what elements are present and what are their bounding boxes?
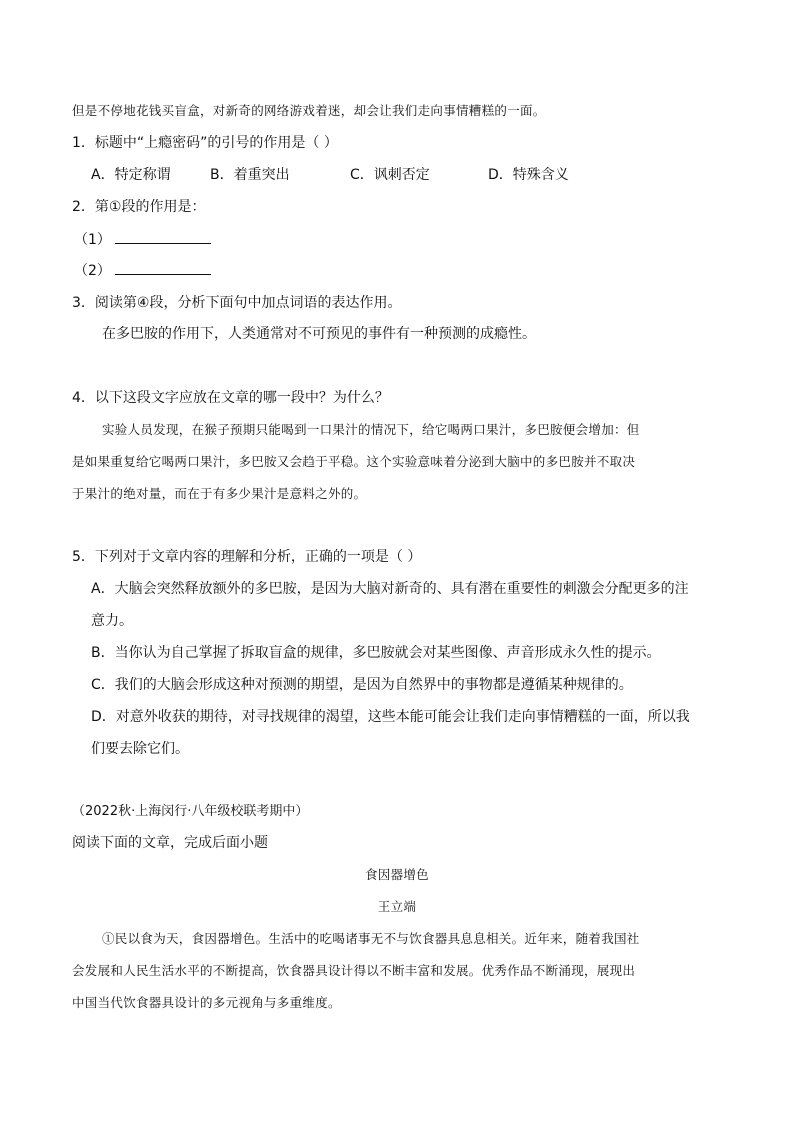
q1-option-d: D．特殊含义 <box>488 167 569 183</box>
question-2: 2．第①段的作用是： <box>72 199 206 215</box>
source-line: （2022秋·上海闵行·八年级校联考期中） <box>72 804 309 819</box>
answer-blank-2[interactable] <box>115 262 211 275</box>
q5-option-a: A．大脑会突然释放额外的多巴胺，是因为大脑对新奇的、具有潜在重要性的刺激会分配更多的注 <box>91 581 689 597</box>
q5-option-a-cont: 意力。 <box>91 613 133 629</box>
article-para1-line-2: 会发展和人民生活水平的不断提高，饮食器具设计得以不断丰富和发展。优秀作品不断涌现，展现出 <box>72 963 636 978</box>
question-1: 1．标题中“上瘾密码”的引号的作用是（ ） <box>72 135 338 151</box>
q1-option-a: A．特定称谓 <box>91 167 171 183</box>
article-title: 食因器增色 <box>364 867 429 882</box>
q1-option-c: C．讽刺否定 <box>350 167 430 183</box>
q2-answer-1 <box>74 231 211 249</box>
article-para1-line-1: ①民以食为天，食因器增色。生活中的吃喝诸事无不与饮食器具息息相关。近年来，随着我国社 <box>102 931 640 946</box>
answer-blank-1[interactable] <box>115 231 211 244</box>
q2-answer-2-label: （2） <box>74 263 111 279</box>
q1-option-b: B．着重突出 <box>210 167 290 183</box>
question-3: 3．阅读第④段，分析下面句中加点词语的表达作用。 <box>72 295 402 311</box>
q5-option-c: C．我们的大脑会形成这种对预测的期望，是因为自然界中的事物都是遵循某种规律的。 <box>91 677 633 693</box>
article-para1-line-3: 中国当代饮食器具设计的多元视角与多重维度。 <box>72 995 341 1010</box>
question-4: 4．以下这段文字应放在文章的哪一段中？为什么？ <box>72 390 389 406</box>
q3-sentence: 在多巴胺的作用下，人类通常对不可预见的事件有一种预测的成瘾性。 <box>102 326 536 342</box>
q2-answer-2 <box>74 262 211 280</box>
intro-end-line: 但是不停地花钱买盲盒，对新奇的网络游戏着迷，却会让我们走向事情糟糕的一面。 <box>72 103 546 118</box>
q4-passage-line-3: 于果汁的绝对量，而在于有多少果汁是意料之外的。 <box>72 486 367 501</box>
instruction-line: 阅读下面的文章，完成后面小题 <box>72 835 268 851</box>
q5-option-d: D．对意外收获的期待，对寻找规律的渴望，这些本能可能会让我们走向事情糟糕的一面，所以我 <box>91 709 690 725</box>
question-5: 5．下列对于文章内容的理解和分析，正确的一项是（ ） <box>72 549 422 565</box>
q4-passage-line-1: 实验人员发现，在猴子预期只能喝到一口果汁的情况下，给它喝两口果汁，多巴胺便会增加：但 <box>102 422 640 437</box>
q5-option-b: B．当你认为自己掌握了拆取盲盒的规律，多巴胺就会对某些图像、声音形成永久性的提示。 <box>91 645 661 661</box>
q2-answer-1-label: （1） <box>74 232 111 248</box>
article-author: 王立端 <box>377 899 417 914</box>
q5-option-d-cont: 们要去除它们。 <box>91 741 189 757</box>
q4-passage-line-2: 是如果重复给它喝两口果汁，多巴胺又会趋于平稳。这个实验意味着分泌到大脑中的多巴胺并不取决 <box>72 454 636 469</box>
